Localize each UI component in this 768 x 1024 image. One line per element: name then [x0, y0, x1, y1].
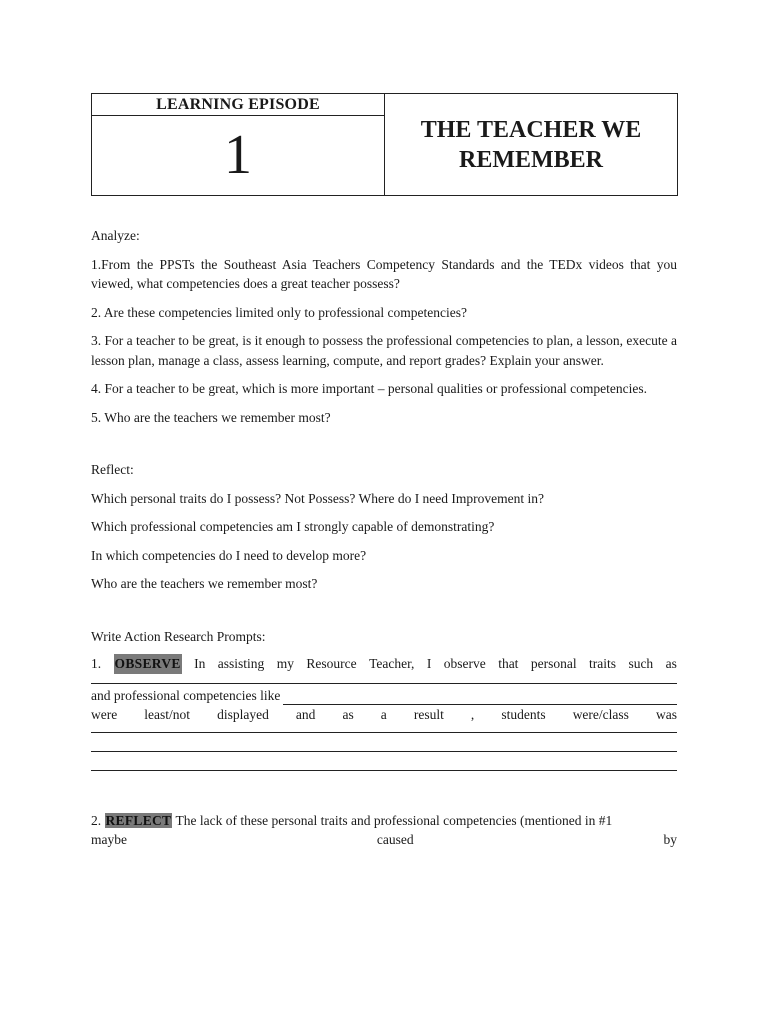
episode-cell	[92, 94, 385, 195]
observe-word: my	[276, 656, 294, 671]
observe-competencies-label: and professional competencies like	[91, 687, 281, 703]
result-word: were	[91, 707, 118, 722]
reflect-caused-line	[91, 830, 677, 850]
observe-word: observe	[443, 656, 486, 671]
result-word: displayed	[217, 707, 269, 722]
episode-title-line1: THE TEACHER WE	[420, 116, 642, 143]
observe-tag: OBSERVE	[114, 654, 182, 674]
observe-word: assisting	[217, 656, 265, 671]
episode-label: LEARNING EPISODE	[92, 94, 384, 116]
analyze-question-4: 4. For a teacher to be great, which is more important – personal qualities or professional competencies.	[91, 381, 647, 396]
observe-blank-line-4[interactable]	[91, 752, 677, 771]
observe-blank-line-2[interactable]	[91, 725, 677, 733]
result-word: were/class	[572, 707, 629, 722]
observe-word: I	[426, 656, 432, 671]
caused-word: caused	[376, 832, 414, 847]
action-heading: Write Action Research Prompts:	[91, 628, 266, 644]
analyze-heading: Analyze:	[91, 228, 140, 243]
caused-word: by	[663, 832, 677, 847]
observe-word: as	[665, 656, 677, 671]
reflect-question-3: In which competencies do I need to develop more?	[91, 547, 367, 563]
observe-word: Teacher,	[369, 656, 415, 671]
observe-word: that	[498, 656, 519, 671]
observe-word: In	[194, 656, 206, 671]
analyze-question-5: 5. Who are the teachers we remember most?	[91, 409, 331, 425]
observe-blank-line-1[interactable]	[91, 674, 677, 684]
observe-word: personal	[530, 656, 577, 671]
episode-header-table	[91, 93, 678, 196]
observe-competencies-blank[interactable]	[283, 689, 677, 705]
observe-word: Resource	[306, 656, 357, 671]
reflect-number: 2.	[91, 812, 102, 828]
observe-number: 1.	[91, 656, 102, 671]
result-word: students	[501, 707, 546, 722]
observe-competencies-line	[91, 686, 677, 706]
analyze-question-2: 2. Are these competencies limited only to professional competencies?	[91, 304, 468, 320]
observe-result-line	[91, 705, 677, 725]
result-word: a	[380, 707, 387, 722]
document-body	[91, 226, 677, 850]
episode-number: 1	[224, 124, 252, 186]
reflect-question-2: Which professional competencies am I strongly capable of demonstrating?	[91, 519, 495, 534]
observe-word: such	[628, 656, 654, 671]
episode-title-line2: REMEMBER	[458, 146, 603, 173]
result-word: as	[342, 707, 354, 722]
reflect-tag: REFLECT	[105, 812, 172, 828]
result-word: was	[655, 707, 677, 722]
reflect-question-4: Who are the teachers we remember most?	[91, 576, 318, 591]
episode-title	[385, 94, 677, 195]
reflect-heading: Reflect:	[91, 462, 134, 477]
result-word: and	[295, 707, 316, 722]
caused-word: maybe	[91, 832, 127, 847]
observe-prompt-line	[91, 654, 677, 674]
result-word: least/not	[144, 707, 191, 722]
analyze-question-3: 3. For a teacher to be great, is it enough to possess the professional competencies to plan, a lesson, execute a lesson plan, manage a class, assess learning, compute, and report grades? Explain your answer.	[91, 333, 677, 368]
observe-word: traits	[589, 656, 617, 671]
reflect-prompt-text: The lack of these personal traits and professional competencies (mentioned in #1	[175, 812, 613, 828]
analyze-question-1: 1.From the PPSTs the Southeast Asia Teachers Competency Standards and the TEDx videos that you viewed, what competencies does a great teacher possess?	[91, 256, 677, 291]
reflect-question-1: Which personal traits do I possess? Not Possess? Where do I need Improvement in?	[91, 490, 545, 506]
observe-blank-line-3[interactable]	[91, 733, 677, 752]
result-word: result	[413, 707, 444, 722]
reflect-prompt-line	[91, 811, 677, 831]
result-word: ,	[470, 707, 475, 722]
